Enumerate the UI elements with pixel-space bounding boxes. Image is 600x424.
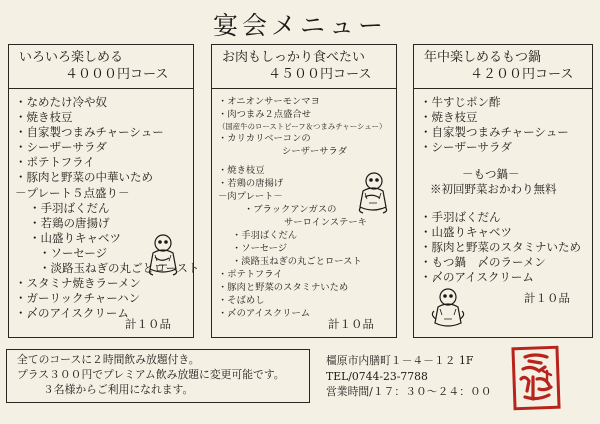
- menu-item: ・ポテトフライ: [218, 269, 283, 280]
- menu-item: ・肉つまみ２点盛合せ: [218, 109, 311, 120]
- menu-item: ・豚肉と野菜のスタミナいため: [420, 239, 581, 254]
- menu-item: ・山盛りキャベツ: [420, 224, 512, 239]
- course-header: [414, 45, 592, 89]
- page-title: 宴会メニュー: [212, 11, 387, 40]
- course-4500: [211, 44, 397, 338]
- menu-item: ・豚肉と野菜のスタミナいため: [218, 282, 349, 293]
- menu-item: ・〆のアイスクリーム: [420, 269, 534, 284]
- shop-address: 橿原市内膳町１－４－１２ 1F: [326, 354, 474, 367]
- course-items: [212, 89, 396, 339]
- menu-item: ・若鶏の唐揚げ: [29, 215, 110, 230]
- menu-item: ・焼き枝豆: [218, 165, 265, 176]
- menu-item: ・〆のアイスクリーム: [218, 308, 311, 319]
- course-price: ４０００円コース: [65, 67, 169, 82]
- menu-item: ・カリカリベーコンの: [218, 133, 311, 144]
- course-price: ４２００円コース: [470, 67, 574, 82]
- shop-hours: 営業時間/１７：３０～２４：００: [326, 385, 492, 398]
- menu-item: ・淡路玉ねぎの丸ごとロースト: [39, 261, 200, 276]
- plate-heading: －プレート５点盛り－: [15, 185, 130, 200]
- course-header: [9, 45, 193, 89]
- note-line: 全てのコースに２時間飲み放題付き。: [17, 353, 200, 366]
- monkey-illustration-icon: [143, 231, 183, 277]
- note-line: ３名様からご利用になれます。: [43, 383, 194, 396]
- menu-item: ・手羽ばくだん: [232, 230, 298, 241]
- menu-item-note: （国産牛のローストビーフ＆つまみチャーシュー）: [218, 122, 387, 131]
- shop-phone: TEL/0744-23-7788: [326, 369, 428, 383]
- menu-item: ・シーザーサラダ: [15, 140, 107, 155]
- course-name: お肉もしっかり食べたい: [222, 50, 366, 65]
- plate-heading: －もつ鍋－: [462, 167, 520, 182]
- menu-item: ・若鶏の唐揚げ: [218, 178, 284, 189]
- menu-item: ・自家製つまみチャーシュー: [15, 125, 164, 140]
- menu-item: ・ガーリックチャーハン: [15, 291, 141, 306]
- menu-item: サーロインステーキ: [284, 217, 367, 228]
- menu-item: ・豚肉と野菜の中華いため: [15, 170, 153, 185]
- restaurant-logo-stamp: [511, 345, 561, 411]
- course-4000: [8, 44, 200, 338]
- course-name: いろいろ楽しめる: [19, 50, 124, 65]
- menu-item: ・なめたけ冷や奴: [15, 95, 107, 109]
- course-name: 年中楽しめるもつ鍋: [424, 50, 542, 65]
- note-line: プラス３００円でプレミアム飲み放題に変更可能です。: [17, 368, 285, 381]
- monkey-illustration-icon: [352, 169, 392, 215]
- menu-item: ・そばめし: [218, 295, 265, 306]
- course-header: [212, 45, 396, 89]
- menu-item: ・山盛りキャベツ: [29, 230, 121, 245]
- menu-item: ・手羽ばくだん: [29, 200, 110, 215]
- menu-item: ・ポテトフライ: [15, 155, 95, 170]
- menu-item: ・ソーセージ: [39, 245, 108, 260]
- course-items: [9, 89, 200, 339]
- course-notes: [6, 349, 310, 403]
- shop-info: [326, 353, 492, 400]
- menu-item: ・手羽ばくだん: [420, 209, 501, 224]
- menu-item: ・焼き枝豆: [15, 110, 73, 125]
- menu-item: ・もつ鍋 〆のラーメン: [420, 254, 546, 269]
- menu-item: ・ブラックアンガスの: [244, 204, 337, 215]
- course-4200: [413, 44, 593, 338]
- menu-item: シーザーサラダ: [282, 146, 347, 157]
- monkey-illustration-icon: [428, 285, 468, 331]
- course-total: 計１０品: [328, 317, 374, 331]
- menu-item: ・ソーセージ: [232, 243, 288, 254]
- plate-heading: －肉プレート－: [218, 191, 283, 202]
- menu-item: ・淡路玉ねぎの丸ごとロースト: [232, 256, 362, 267]
- menu-item: ・牛すじポン酢: [420, 95, 501, 109]
- course-price: ４５００円コース: [268, 67, 372, 82]
- menu-item-note: ※初回野菜おかわり無料: [430, 182, 557, 197]
- course-total: 計１０品: [125, 317, 171, 331]
- menu-item: ・シーザーサラダ: [420, 140, 512, 155]
- menu-item: ・スタミナ焼きラーメン: [15, 276, 141, 291]
- menu-item: ・焼き枝豆: [420, 110, 478, 125]
- menu-item: ・オニオンサーモンマヨ: [218, 96, 320, 107]
- course-items: [414, 89, 592, 339]
- course-total: 計１０品: [524, 291, 570, 305]
- menu-item: ・自家製つまみチャーシュー: [420, 125, 569, 140]
- menu-item: ・〆のアイスクリーム: [15, 306, 129, 321]
